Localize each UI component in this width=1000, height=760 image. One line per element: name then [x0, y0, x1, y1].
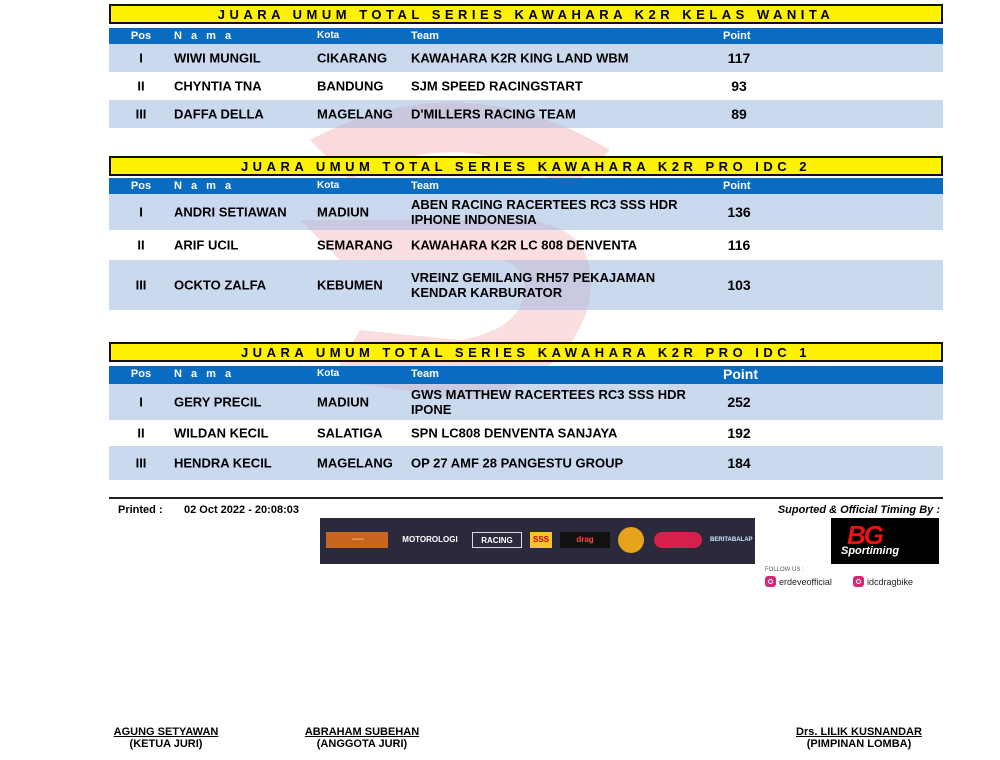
sponsor-logo-drag: drag [560, 532, 610, 548]
sponsor-badge-icon [618, 527, 644, 553]
signature-name: ABRAHAM SUBEHAN [304, 726, 420, 738]
row-pos: III [135, 455, 147, 471]
bg-logo-subtitle: Sportiming [841, 545, 900, 557]
row-nama: OCKTO ZALFA [174, 277, 267, 293]
table-row [109, 260, 943, 310]
header-kota: Kota [317, 180, 340, 191]
table-row [109, 420, 943, 446]
row-kota: MAGELANG [317, 455, 393, 471]
row-pos: II [137, 78, 145, 94]
supported-by-label: Suported & Official Timing By : [777, 504, 940, 516]
row-pos: II [137, 237, 145, 253]
table-row [109, 384, 943, 420]
row-team: OP 27 AMF 28 PANGESTU GROUP [411, 455, 624, 471]
row-nama: WILDAN KECIL [174, 425, 269, 441]
table-row [109, 230, 943, 260]
sponsor-logo-racing: RACING [472, 532, 522, 548]
row-kota: SEMARANG [317, 237, 393, 253]
row-team: SJM SPEED RACINGSTART [411, 78, 583, 94]
header-pos: Pos [130, 180, 152, 192]
table-row [109, 44, 943, 72]
table-row [109, 100, 943, 128]
header-nama: N a m a [174, 368, 235, 380]
row-nama: WIWI MUNGIL [174, 50, 261, 66]
row-kota: MADIUN [317, 394, 369, 410]
printed-timestamp: 02 Oct 2022 - 20:08:03 [184, 504, 299, 516]
section-title: JUARA UMUM TOTAL SERIES KAWAHARA K2R PRO IDC 2 [109, 156, 943, 176]
header-point: Point [723, 180, 751, 192]
footer-divider [109, 497, 943, 499]
row-kota: BANDUNG [317, 78, 384, 94]
social-handle[interactable] [853, 576, 913, 587]
sponsor-logos-banner [320, 518, 755, 564]
row-point: 184 [727, 455, 751, 471]
row-kota: MAGELANG [317, 106, 393, 122]
sponsor-logo-pink [654, 532, 702, 548]
sponsor-logo-sss: SSS [530, 532, 552, 548]
signature-name: AGUNG SETYAWAN [113, 726, 219, 738]
instagram-icon [765, 576, 776, 587]
row-pos: III [135, 106, 147, 122]
table-row [109, 72, 943, 100]
header-point: Point [723, 366, 758, 382]
bg-logo-mark: BG [847, 520, 882, 550]
social-handle-text: erdeveofficial [779, 576, 832, 587]
row-team: GWS MATTHEW RACERTEES RC3 SSS HDR IPONE [411, 387, 686, 417]
header-team: Team [411, 368, 439, 380]
signature-name: Drs. LILIK KUSNANDAR [796, 726, 922, 738]
row-kota: MADIUN [317, 204, 369, 220]
row-team: D'MILLERS RACING TEAM [411, 106, 576, 122]
row-point: 103 [727, 277, 751, 293]
table-row [109, 446, 943, 480]
row-nama: HENDRA KECIL [174, 455, 272, 471]
header-point: Point [723, 30, 751, 42]
sponsor-logo-beritabalap: BERITABALAP [710, 537, 753, 543]
header-team: Team [411, 180, 439, 192]
section-title: JUARA UMUM TOTAL SERIES KAWAHARA K2R PRO IDC 1 [109, 342, 943, 362]
header-kota: Kota [317, 30, 340, 41]
header-nama: N a m a [174, 30, 235, 42]
signature-role: (PIMPINAN LOMBA) [806, 738, 912, 750]
row-point: 89 [731, 106, 747, 122]
row-nama: DAFFA DELLA [174, 106, 264, 122]
header-pos: Pos [130, 368, 152, 380]
row-kota: CIKARANG [317, 50, 388, 66]
row-point: 252 [727, 394, 751, 410]
section-pro-idc-1 [109, 342, 943, 480]
row-nama: ARIF UCIL [174, 237, 239, 253]
social-handle[interactable] [765, 576, 832, 587]
signature-block [296, 726, 428, 750]
header-team: Team [411, 30, 439, 42]
follow-us-label: FOLLOW US : [765, 567, 804, 573]
row-team: KAWAHARA K2R KING LAND WBM [411, 50, 629, 66]
row-pos: I [139, 394, 143, 410]
header-kota: Kota [317, 368, 340, 379]
row-pos: I [139, 50, 143, 66]
table-header [109, 178, 943, 194]
row-team: KAWAHARA K2R LC 808 DENVENTA [411, 237, 638, 253]
table-header [109, 28, 943, 44]
header-pos: Pos [130, 30, 152, 42]
table-row [109, 194, 943, 230]
row-nama: CHYNTIA TNA [174, 78, 262, 94]
sponsor-logo-motorologi: MOTOROLOGI [402, 535, 458, 544]
table-header [109, 366, 943, 384]
row-pos: I [139, 204, 143, 220]
row-pos: III [135, 277, 147, 293]
row-kota: KEBUMEN [317, 277, 383, 293]
row-point: 116 [727, 237, 751, 253]
sponsor-logo: ᐧᐧᐧᐧᐧᐧ [326, 532, 388, 548]
row-point: 93 [731, 78, 747, 94]
section-title: JUARA UMUM TOTAL SERIES KAWAHARA K2R KELAS WANITA [109, 4, 943, 24]
header-nama: N a m a [174, 180, 235, 192]
row-pos: II [137, 425, 145, 441]
row-kota: SALATIGA [317, 425, 383, 441]
section-pro-idc-2 [109, 156, 943, 310]
row-nama: ANDRI SETIAWAN [174, 204, 287, 220]
printed-label: Printed : [118, 504, 163, 516]
row-point: 136 [727, 204, 751, 220]
signature-role: (ANGGOTA JURI) [316, 738, 408, 750]
social-handle-text: idcdragbike [867, 576, 914, 587]
signature-block [106, 726, 226, 750]
bg-sportiming-logo [831, 518, 939, 564]
row-team: SPN LC808 DENVENTA SANJAYA [411, 425, 618, 441]
row-team: VREINZ GEMILANG RH57 PEKAJAMAN KENDAR KARBURATOR [411, 270, 656, 300]
instagram-icon [853, 576, 864, 587]
row-team: ABEN RACING RACERTEES RC3 SSS HDR IPHONE INDONESIA [411, 197, 678, 227]
signature-block [786, 726, 932, 750]
signature-role: (KETUA JURI) [129, 738, 203, 750]
section-kelas-wanita [109, 4, 943, 128]
row-point: 192 [727, 425, 751, 441]
row-point: 117 [727, 50, 751, 66]
row-nama: GERY PRECIL [174, 394, 262, 410]
